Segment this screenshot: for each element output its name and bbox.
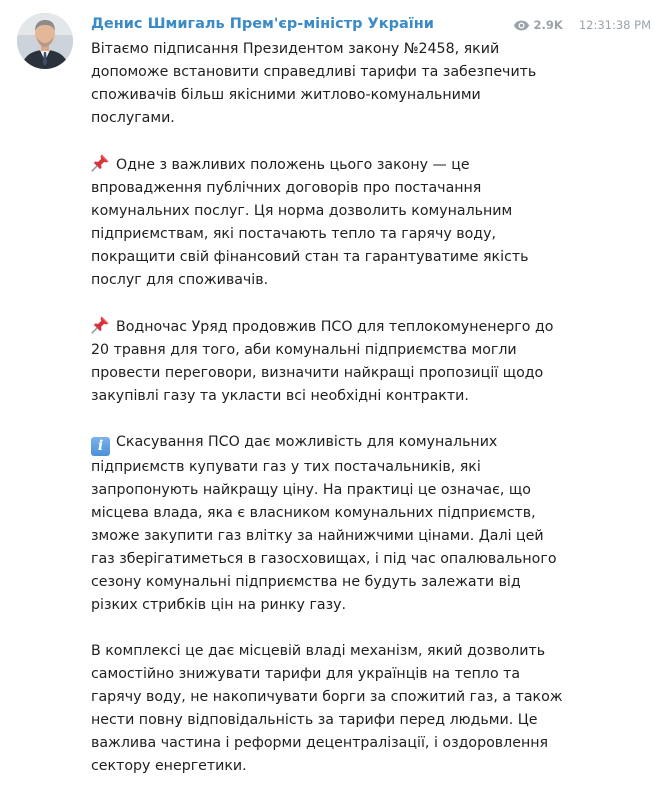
post-text-content: сезону комунальні підприємства не будуть залежати від bbox=[91, 574, 521, 590]
post-text-content: підприємствам, які постачають тепло та гарячу воду, bbox=[91, 226, 497, 242]
post-text-content: покращити свій фінансовий стан та гарантуватиме якість bbox=[91, 249, 529, 265]
post-text-line bbox=[91, 269, 653, 292]
post-text-content: місцева влада, яка є власником комунальних підприємств, bbox=[91, 505, 536, 521]
avatar[interactable] bbox=[17, 13, 73, 69]
post-text-line bbox=[91, 479, 653, 502]
post-text-content: сектору енергетики. bbox=[91, 758, 247, 774]
post-text-line bbox=[91, 362, 653, 385]
post-text-line bbox=[91, 571, 653, 594]
post-text-content: Скасування ПСО дає можливість для комунальних bbox=[116, 434, 498, 450]
post-text-line bbox=[91, 385, 653, 408]
post-text-content: провести переговори, визначити найкращі пропозиції щодо bbox=[91, 365, 544, 381]
post-text bbox=[91, 38, 653, 801]
post-text-line bbox=[91, 663, 653, 686]
post-text-line bbox=[91, 339, 653, 362]
pushpin-icon bbox=[91, 315, 110, 334]
post-text-line bbox=[91, 61, 653, 84]
info-icon: i bbox=[91, 437, 110, 456]
post-text-line bbox=[91, 755, 653, 778]
post-text-content: В комплексі це дає місцевій владі механізм, який дозволить bbox=[91, 643, 546, 659]
post-text-content: різких стрибків цін на ринку газу. bbox=[91, 597, 347, 613]
post-text-content: Водночас Уряд продовжив ПСО для теплокомуненерго до bbox=[116, 319, 554, 335]
post-text-content: комунальних послуг. Ця норма дозволить комунальним bbox=[91, 203, 513, 219]
post-text-content: гарячу воду, не накопичувати борги за спожитий газ, а також bbox=[91, 689, 563, 705]
post-text-line bbox=[91, 223, 653, 246]
pushpin-icon bbox=[91, 153, 110, 172]
post-paragraph bbox=[91, 315, 653, 408]
post-text-line bbox=[91, 107, 653, 130]
post-text-content: 20 травня для того, аби комунальні підприємства могли bbox=[91, 342, 517, 358]
post-text-line bbox=[91, 732, 653, 755]
post-text-content: зможе закупити газ влітку за найнижчими цінами. Далі цей bbox=[91, 528, 544, 544]
post-text-line bbox=[91, 456, 653, 479]
post-text-content: нести повну відповідальність за тарифи перед людьми. Це bbox=[91, 712, 538, 728]
post-paragraph bbox=[91, 431, 653, 617]
eye-icon bbox=[513, 20, 530, 31]
post-text-content: Вітаємо підписання Президентом закону №2458, який bbox=[91, 41, 500, 57]
post-text-line bbox=[91, 594, 653, 617]
post-text-line bbox=[91, 686, 653, 709]
post-text-content: закупівлі газу та укласти всі необхідні контракти. bbox=[91, 388, 469, 404]
avatar-photo-icon bbox=[17, 13, 73, 69]
post-paragraph bbox=[91, 153, 653, 292]
post-text-line bbox=[91, 177, 653, 200]
post-text-line bbox=[91, 38, 653, 61]
post-text-line bbox=[91, 640, 653, 663]
post-header bbox=[91, 16, 651, 38]
post-text-line bbox=[91, 200, 653, 223]
post-paragraph bbox=[91, 640, 653, 778]
post-paragraph bbox=[91, 38, 653, 130]
post-text-line bbox=[91, 502, 653, 525]
post-text-line bbox=[91, 84, 653, 107]
post-text-line bbox=[91, 246, 653, 269]
post-text-content: допоможе встановити справедливі тарифи та забезпечить bbox=[91, 64, 537, 80]
post-timestamp: 12:31:38 PM bbox=[578, 18, 651, 32]
post-text-content: газ зберігатиметься в газосховищах, і під час опалювального bbox=[91, 551, 557, 567]
view-count: 2.9K bbox=[533, 18, 563, 32]
post-text-content: Одне з важливих положень цього закону — це bbox=[116, 157, 470, 173]
post-text-content: послуг для споживачів. bbox=[91, 272, 269, 288]
post-text-content: впровадження публічних договорів про постачання bbox=[91, 180, 482, 196]
post-meta bbox=[513, 18, 651, 32]
post-text-line bbox=[91, 431, 653, 456]
post-text-line bbox=[91, 315, 653, 339]
post-text-line bbox=[91, 153, 653, 177]
post-text-line bbox=[91, 548, 653, 571]
post-text-content: послугами. bbox=[91, 110, 175, 126]
post-text-content: запропонують найкращу ціну. На практиці це означає, що bbox=[91, 482, 531, 498]
post-text-content: самостійно знижувати тарифи для українців на тепло та bbox=[91, 666, 521, 682]
post-text-content: важлива частина і реформи децентралізації, і оздоровлення bbox=[91, 735, 549, 751]
post-text-line bbox=[91, 709, 653, 732]
channel-author-name[interactable]: Денис Шмигаль Прем'єр-міністр України bbox=[91, 16, 434, 32]
post-text-content: підприємств купувати газ у тих постачальників, які bbox=[91, 459, 481, 475]
post-text-line bbox=[91, 525, 653, 548]
post-text-content: споживачів більш якісними житлово-комунальними bbox=[91, 87, 481, 103]
